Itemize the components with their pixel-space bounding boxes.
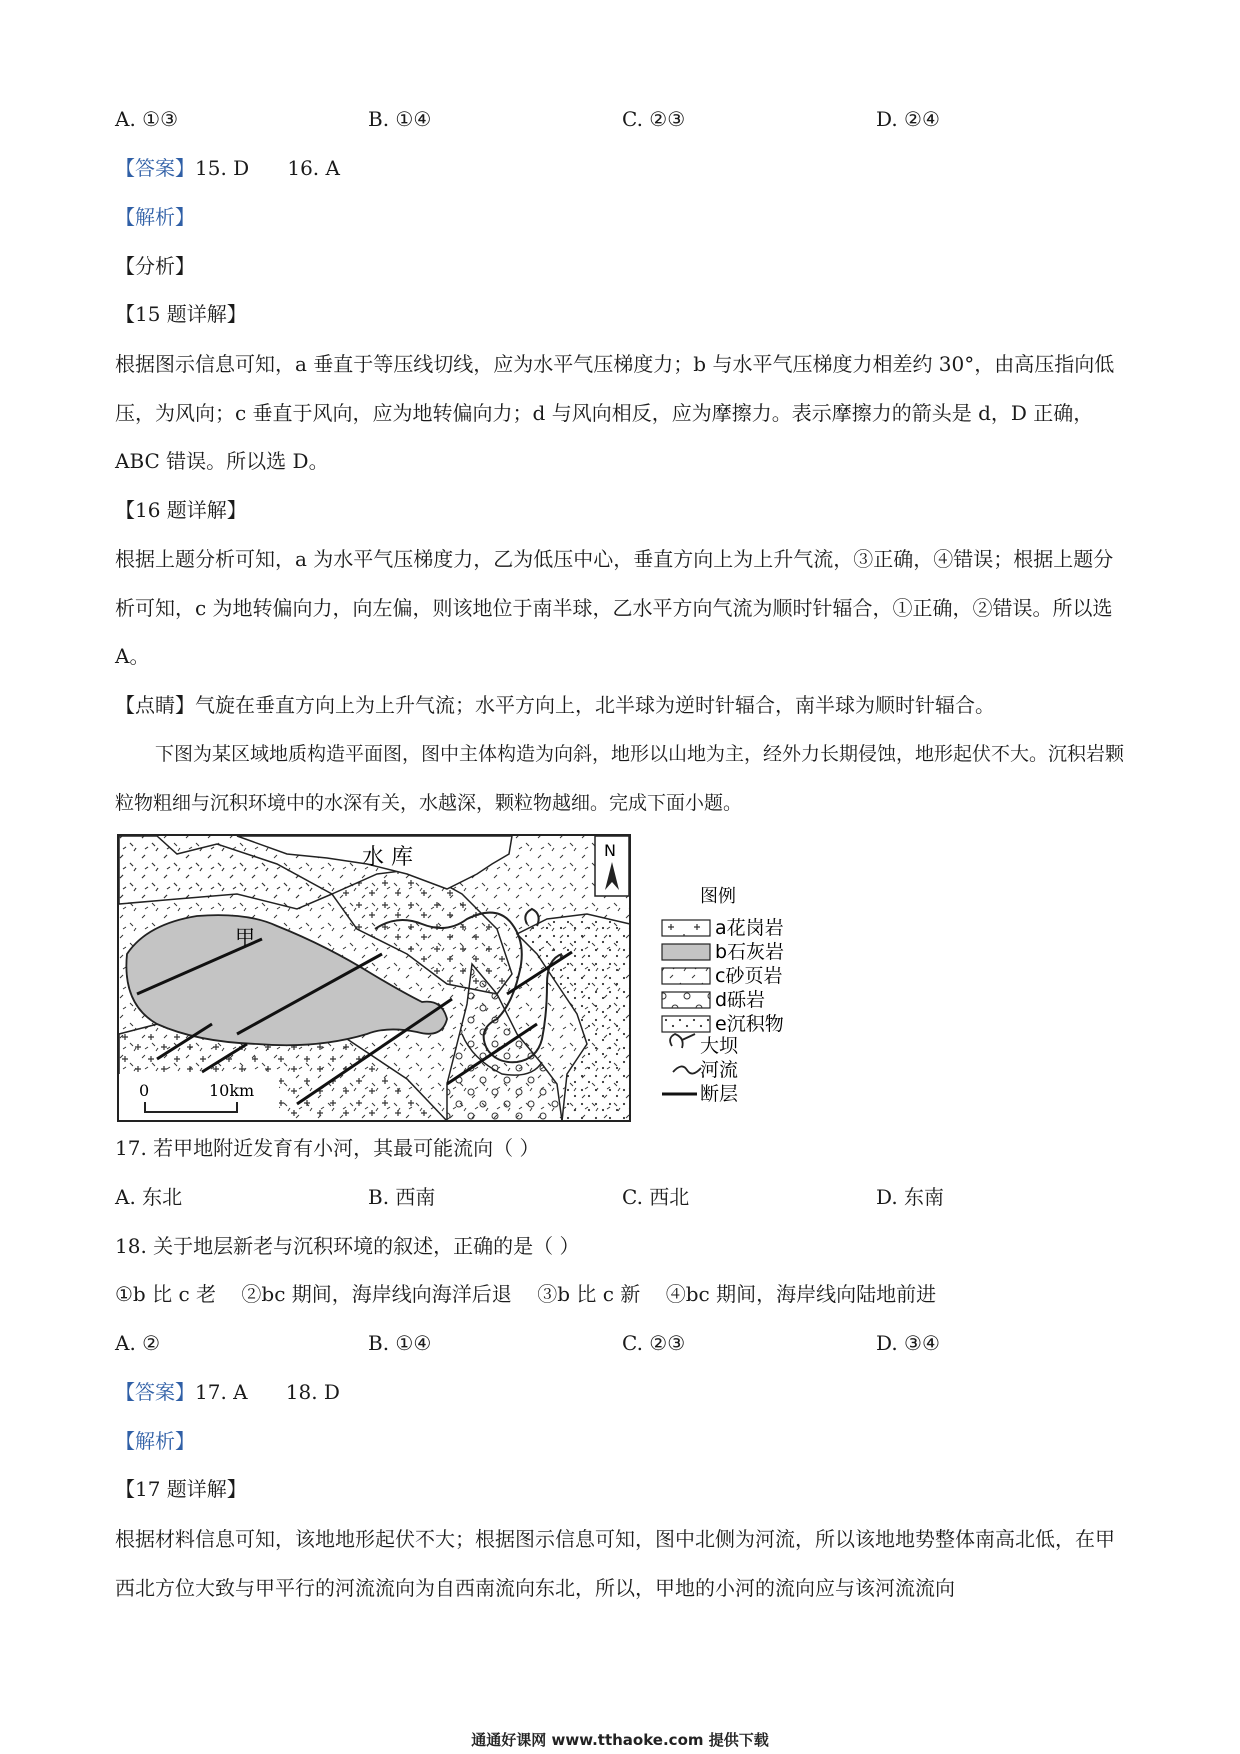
q18-option-b: B. ①④ <box>368 1331 432 1355</box>
north-label: N <box>604 841 616 860</box>
geology-map-figure <box>117 834 807 1124</box>
legend-item-river: 河流 <box>700 1059 739 1081</box>
q17-option-b: B. 西南 <box>368 1185 436 1209</box>
dam-legend-icon <box>670 1034 695 1048</box>
jia-label: 甲 <box>235 925 255 949</box>
fenxi-tag: 【分析】 <box>115 254 195 278</box>
legend-item-b: b石灰岩 <box>715 941 785 963</box>
reservoir-label: 水 库 <box>362 845 413 870</box>
river-legend-icon <box>673 1066 701 1073</box>
q18-stem: 18. 关于地层新老与沉积环境的叙述，正确的是（ ） <box>115 1234 580 1258</box>
q16-option-c: C. ②③ <box>622 107 686 131</box>
q17-heading: 【17 题详解】 <box>115 1477 247 1501</box>
analysis-tag: 【解析】 <box>115 205 195 229</box>
legend <box>662 917 784 1105</box>
q17-option-d: D. 东南 <box>876 1185 945 1209</box>
tip-text: 气旋在垂直方向上为上升气流；水平方向上，北半球为逆时针辐合，南半球为顺时针辐合。 <box>195 693 995 717</box>
legend-item-fault: 断层 <box>700 1083 739 1105</box>
q18-option-a: A. ② <box>115 1331 161 1355</box>
tip-tag: 【点睛】 <box>115 693 195 717</box>
q16-option-b: B. ①④ <box>368 107 432 131</box>
q18-option-c: C. ②③ <box>622 1331 686 1355</box>
q16-option-a: A. ①③ <box>115 107 179 131</box>
material-text: 下图为某区域地质构造平面图，图中主体构造为向斜，地形以山地为主，经外力长期侵蚀，地形起伏不大。沉积岩颗粒物粗细与沉积环境中的水深有关，水越深，颗粒物越细。完成下面小题。 <box>115 743 1125 814</box>
answer-line-2 <box>115 1379 340 1405</box>
tip-line <box>115 692 995 718</box>
q15-explanation: 根据图示信息可知，a 垂直于等压线切线，应为水平气压梯度力；b 与水平气压梯度力相差约 30°，由高压指向低压，为风向；c 垂直于风向，应为地转偏向力；d 与风向相反，应为摩擦力。表示摩擦力的箭头是 d，D 正确，ABC 错误。所以选 D。 <box>115 352 1115 473</box>
scale-zero: 0 <box>139 1081 150 1100</box>
q16-option-d: D. ②④ <box>876 107 940 131</box>
answer-tag-2: 【答案】 <box>115 1380 195 1404</box>
legend-item-d: d砾岩 <box>715 989 766 1011</box>
scale-length: 10km <box>209 1081 255 1100</box>
legend-item-c: c砂页岩 <box>715 965 783 987</box>
answer-tag: 【答案】 <box>115 156 195 180</box>
legend-item-a: a花岗岩 <box>715 917 784 939</box>
legend-item-dam: 大坝 <box>700 1035 739 1057</box>
legend-item-e: e沉积物 <box>715 1013 784 1035</box>
answer-text-2: 17. A 18. D <box>195 1380 340 1404</box>
q15-heading: 【15 题详解】 <box>115 302 247 326</box>
legend-title: 图例 <box>700 886 736 907</box>
q17-stem: 17. 若甲地附近发育有小河，其最可能流向（ ） <box>115 1136 540 1160</box>
answer-line-1 <box>115 155 340 181</box>
q17-option-a: A. 东北 <box>115 1185 183 1209</box>
q17-explanation: 根据材料信息可知，该地地形起伏不大；根据图示信息可知，图中北侧为河流，所以该地地势整体南高北低，在甲西北方位大致与甲平行的河流流向为自西南流向东北，所以，甲地的小河的流向应与该河流流向 <box>115 1527 1115 1600</box>
q18-statements: ①b 比 c 老 ②bc 期间，海岸线向海洋后退 ③b 比 c 新 ④bc 期间，海岸线向陆地前进 <box>115 1282 937 1306</box>
analysis-tag-2: 【解析】 <box>115 1429 195 1453</box>
q16-explanation: 根据上题分析可知，a 为水平气压梯度力，乙为低压中心，垂直方向上为上升气流，③正确，④错误；根据上题分析可知，c 为地转偏向力，向左偏，则该地位于南半球，乙水平方向气流为顺时针辐合，①正确，②错误。所以选 A。 <box>115 547 1114 668</box>
q16-heading: 【16 题详解】 <box>115 498 247 522</box>
footer-watermark: 通通好课网 www.tthaoke.com 提供下载 <box>471 1731 769 1749</box>
answer-text: 15. D 16. A <box>195 156 340 180</box>
q18-option-d: D. ③④ <box>876 1331 940 1355</box>
q17-option-c: C. 西北 <box>622 1185 690 1209</box>
